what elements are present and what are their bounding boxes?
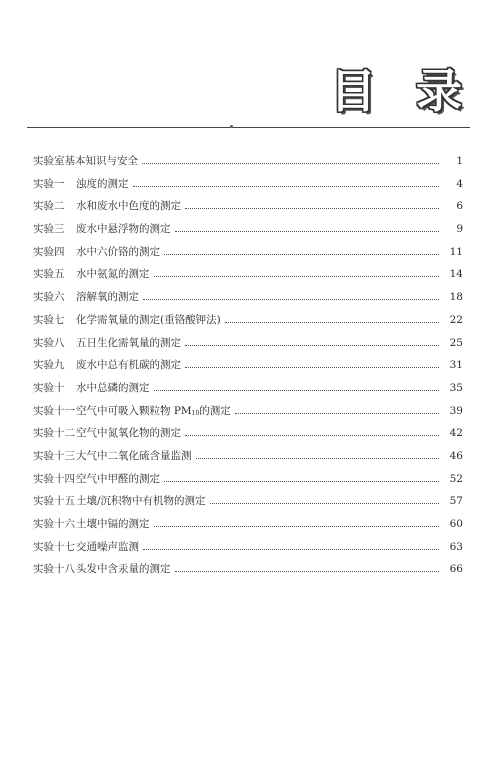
- toc-entry[interactable]: [33, 446, 463, 469]
- toc-entry[interactable]: [33, 174, 463, 197]
- toc-entry-page: 31: [449, 359, 463, 372]
- toc-entry-number: 实验十七: [33, 540, 75, 553]
- toc-entry-page: 60: [449, 518, 463, 530]
- toc-leader-dots: [185, 423, 439, 436]
- page-title: [330, 64, 462, 118]
- toc-entry-page: 9: [456, 223, 463, 236]
- toc-leader-dots: [164, 469, 439, 482]
- rule-dot: [230, 125, 233, 128]
- toc-entry-title: 化学需氧量的测定(重铬酸钾法): [76, 313, 221, 326]
- toc-entry-page: 46: [449, 449, 463, 462]
- title-char-mu: 目: [330, 64, 376, 118]
- toc-leader-dots: [133, 174, 440, 187]
- toc-entry[interactable]: [33, 559, 463, 582]
- toc-entry-page: 35: [449, 381, 463, 394]
- toc-entry[interactable]: [33, 287, 463, 310]
- toc-leader-dots: [225, 310, 439, 323]
- toc-entry-title-part: 的测定: [199, 404, 231, 417]
- toc-entry-page: 25: [449, 336, 463, 349]
- table-of-contents: [33, 151, 463, 582]
- toc-entry-page: 1: [456, 155, 463, 167]
- toc-entry-title-part: 空气中可吸入颗粒物 PM: [76, 404, 192, 417]
- toc-leader-dots: [185, 196, 439, 209]
- toc-entry-page: 14: [449, 268, 463, 281]
- toc-entry-number: 实验八: [33, 336, 65, 349]
- toc-entry-number: 实验十二: [33, 427, 75, 440]
- toc-entry-title: 浊度的测定: [76, 177, 129, 190]
- toc-entry-number: 实验九: [33, 359, 65, 372]
- toc-entry[interactable]: [33, 469, 463, 492]
- toc-entry-page: 6: [456, 200, 463, 213]
- toc-entry-number: 实验五: [33, 268, 65, 281]
- toc-entry[interactable]: [33, 196, 463, 219]
- toc-entry-title: 水中氨氮的测定: [76, 268, 150, 281]
- toc-leader-dots: [154, 514, 440, 527]
- toc-entry[interactable]: [33, 401, 463, 424]
- toc-entry-title: 大气中二氧化硫含量监测: [76, 449, 192, 462]
- toc-entry-number: 实验十三: [33, 449, 75, 462]
- toc-entry-page: 22: [449, 313, 463, 326]
- toc-entry-title: 空气中甲醛的测定: [76, 472, 160, 485]
- toc-entry-number: 实验一: [33, 177, 65, 190]
- toc-entry-page: 11: [449, 245, 463, 258]
- toc-entry-number: 实验三: [33, 223, 65, 236]
- toc-leader-dots: [185, 355, 439, 368]
- toc-entry-number: 实验十一: [33, 404, 75, 417]
- toc-entry-number: 实验二: [33, 200, 65, 213]
- toc-entry-number: 实验十四: [33, 472, 75, 485]
- toc-leader-dots: [154, 264, 440, 277]
- toc-leader-dots: [143, 287, 439, 300]
- toc-entry-page: 39: [449, 404, 463, 417]
- toc-entry-title: 五日生化需氧量的测定: [76, 336, 181, 349]
- toc-entry-number: 实验十: [33, 381, 65, 394]
- toc-leader-dots: [175, 559, 440, 572]
- toc-entry[interactable]: [33, 310, 463, 333]
- toc-entry-page: 52: [449, 472, 463, 485]
- toc-entry-title: 头发中含汞量的测定: [76, 563, 171, 576]
- toc-entry-page: 63: [449, 540, 463, 553]
- toc-leader-dots: [142, 151, 439, 164]
- toc-entry[interactable]: [33, 264, 463, 287]
- toc-entry-title: 水中六价铬的测定: [76, 245, 160, 258]
- toc-leader-dots: [235, 401, 439, 414]
- toc-entry-page: 4: [456, 177, 463, 190]
- toc-entry-title: 废水中悬浮物的测定: [76, 223, 171, 236]
- toc-entry-title: 水中总磷的测定: [76, 381, 150, 394]
- toc-entry-title: 土壤/沉积物中有机物的测定: [76, 495, 206, 508]
- toc-leader-dots: [210, 491, 439, 504]
- toc-entry-title: 交通噪声监测: [76, 540, 139, 553]
- toc-entry-title: 溶解氧的测定: [76, 291, 139, 304]
- toc-entry[interactable]: [33, 242, 463, 265]
- toc-entry-title: 空气中氮氧化物的测定: [76, 427, 181, 440]
- toc-leader-dots: [196, 446, 440, 459]
- toc-entry[interactable]: [33, 423, 463, 446]
- toc-entry-page: 18: [449, 291, 463, 304]
- toc-entry[interactable]: [33, 378, 463, 401]
- header-rule: [27, 127, 470, 128]
- toc-entry-number: 实验四: [33, 245, 65, 258]
- toc-entry[interactable]: [33, 355, 463, 378]
- toc-entry[interactable]: [33, 219, 463, 242]
- toc-entry-number: 实验六: [33, 291, 65, 304]
- toc-entry-title: 土壤中镉的测定: [76, 518, 150, 530]
- toc-entry-page: 42: [449, 427, 463, 440]
- toc-leader-dots: [185, 333, 439, 346]
- toc-entry-page: 57: [449, 495, 463, 508]
- toc-leader-dots: [143, 537, 439, 550]
- toc-entry-title: 水和废水中色度的测定: [76, 200, 181, 213]
- toc-leader-dots: [175, 219, 440, 232]
- toc-entry-title: [76, 403, 235, 418]
- toc-entry[interactable]: [33, 151, 463, 174]
- toc-entry-number: 实验七: [33, 313, 65, 326]
- title-char-lu: 录: [416, 64, 462, 118]
- toc-entry[interactable]: [33, 333, 463, 356]
- toc-entry-page: 66: [449, 563, 463, 576]
- toc-leader-dots: [164, 242, 439, 255]
- toc-entry-number: 实验十八: [33, 563, 75, 576]
- toc-entry-subscript: 10: [191, 409, 200, 417]
- toc-entry[interactable]: [33, 514, 463, 537]
- toc-entry-number: 实验十六: [33, 518, 75, 530]
- toc-leader-dots: [154, 378, 440, 391]
- toc-entry[interactable]: [33, 537, 463, 560]
- toc-entry-title: 废水中总有机碳的测定: [76, 359, 181, 372]
- toc-entry[interactable]: [33, 491, 463, 514]
- toc-entry-number: 实验十五: [33, 495, 75, 508]
- toc-entry-number: 实验室基本知识与安全: [33, 155, 138, 167]
